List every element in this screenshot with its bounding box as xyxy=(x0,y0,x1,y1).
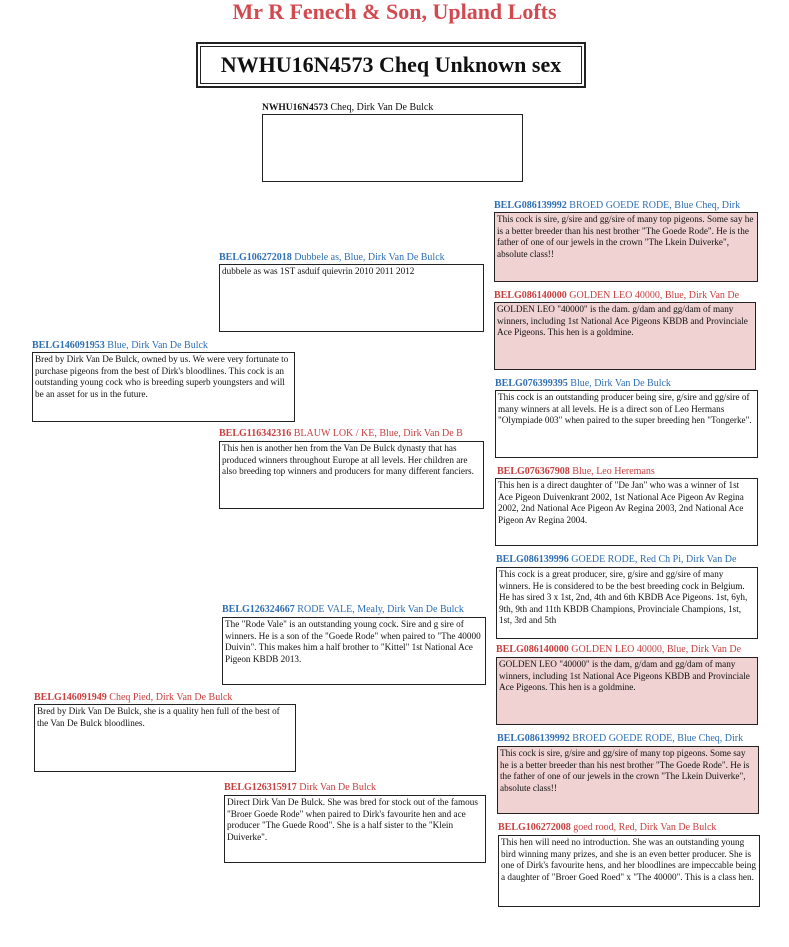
sd-dam-notes-box xyxy=(495,478,758,546)
sire-sire-breeder: Dirk Van De Bulck xyxy=(365,252,445,263)
ds-dam-notes-box xyxy=(496,657,758,725)
dam-dam-notes-box xyxy=(224,795,486,863)
dam-breeder: Dirk Van De Bulck xyxy=(153,692,233,703)
ds-sire-notes: This cock is a great producer, sire, g/sire and gg/sire of many winners. He is considered to be the best breeding cock in Belgium. He has sired 3 x 1st, 2nd, 4th and 6th KBDB Ace Pigeons. 1st, 6yh, 9th, 9th and 11th KBDB Champions, Provinciale Champions, 1st, 1st, 3rd and 5th xyxy=(499,569,748,625)
dam-dam-notes: Direct Dirk Van De Bulck. She was bred for stock out of the famous "Broer Goede Rode" when paired to Dirk's favourite hen and ace producer "The Guede Rood". She is a half sister to the "Klein Duiverke". xyxy=(227,797,478,842)
sd-dam-ring: BELG076367908 xyxy=(497,466,570,477)
subject-header xyxy=(262,102,542,114)
title-box xyxy=(196,42,586,88)
subject-notes-box xyxy=(262,114,523,182)
sire-dam-header xyxy=(219,428,493,440)
dam-notes: Bred by Dirk Van De Bulck, she is a quality hen full of the best of the Van De Bulck bloodlines. xyxy=(37,706,280,728)
ds-sire-breeder: Dirk Van De xyxy=(683,554,737,565)
ss-dam-desc: GOLDEN LEO 40000, Blue, xyxy=(566,290,687,301)
ss-dam-ring: BELG086140000 xyxy=(494,290,567,301)
sire-header xyxy=(32,340,272,352)
sire-desc: Blue, xyxy=(104,340,129,351)
dd-dam-breeder: Dirk Van De Bulck xyxy=(637,822,717,833)
sd-sire-notes-box xyxy=(495,390,758,458)
dd-sire-header xyxy=(497,733,767,745)
sire-breeder: Dirk Van De Bulck xyxy=(128,340,208,351)
ss-sire-desc: BROED GOEDE RODE, Blue Cheq, xyxy=(566,200,720,211)
sd-sire-ring: BELG076399395 xyxy=(495,378,568,389)
dd-sire-ring: BELG086139992 xyxy=(497,733,570,744)
sire-sire-header xyxy=(219,252,489,264)
ds-dam-breeder: Dirk Van De xyxy=(688,644,742,655)
sire-sire-notes-box xyxy=(219,264,484,332)
dd-dam-header xyxy=(498,822,768,834)
dd-dam-notes: This hen will need no introduction. She was an outstanding young bird winning many prizes, and she is an even better producer. She is one of Dirk's favourite hens, and her bloodlines are impeccable being a daughter of "Broer Goed Roed" x "The 40000". This is a class hen. xyxy=(501,837,756,882)
ds-sire-header xyxy=(496,554,766,566)
ss-dam-breeder: Dirk Van De xyxy=(686,290,740,301)
dam-sire-notes: The "Rode Vale" is an outstanding young cock. Sire and g sire of winners. He is a son of the "Goede Rode" when paired to "The 40000 Duivin". This makes him a half brother to "Kittel" 1st National Ace Pigeon KBDB 2013. xyxy=(225,619,481,664)
sd-sire-header xyxy=(495,378,767,390)
sd-sire-notes: This cock is an outstanding producer being sire, g/sire and gg/sire of many winners at all levels. He is a direct son of Leo Hermans "Olympiade 003" when paired to the super breeding hen "Tongerke". xyxy=(498,392,752,425)
dd-dam-notes-box xyxy=(498,835,760,907)
dam-dam-breeder: Dirk Van De Bulck xyxy=(296,782,377,793)
sire-dam-notes-box xyxy=(219,441,484,509)
ss-sire-notes: This cock is sire, g/sire and gg/sire of many top pigeons. Some say he is a better breeder than his nest brother "The Goede Rode". He is the father of one of our jewels in the crown "The Lkein Duiverke", absolute class!! xyxy=(497,214,754,259)
subject-breeder: Dirk Van De Bulck xyxy=(354,102,434,113)
sire-ring: BELG146091953 xyxy=(32,340,105,351)
dam-header xyxy=(34,692,296,704)
sire-sire-desc: Dubbele as, Blue, xyxy=(291,252,366,263)
dam-notes-box xyxy=(34,704,296,772)
sd-dam-breeder: Leo Heremans xyxy=(593,466,655,477)
sire-dam-breeder: Dirk Van De B xyxy=(400,428,463,439)
sd-sire-desc: Blue, xyxy=(567,378,592,389)
dam-sire-breeder: Dirk Van De Bulck xyxy=(384,604,464,615)
main-title: NWHU16N4573 Cheq Unknown sex xyxy=(200,46,582,84)
dam-sire-notes-box xyxy=(222,617,486,685)
dam-dam-header xyxy=(224,782,488,794)
sd-sire-breeder: Dirk Van De Bulck xyxy=(591,378,671,389)
subject-ring: NWHU16N4573 xyxy=(262,103,328,113)
sire-sire-ring: BELG106272018 xyxy=(219,252,292,263)
sire-sire-notes: dubbele as was 1ST asduif quievrin 2010 2011 2012 xyxy=(222,266,415,276)
sire-notes: Bred by Dirk Van De Bulck, owned by us. We were very fortunate to purchase pigeons from the best of Dirk's bloodlines. This cock is an outstanding young cock who is breeding superb youngsters and will be an asset for us in the future. xyxy=(35,354,289,399)
dam-desc: Cheq Pied, xyxy=(106,692,154,703)
ss-sire-breeder: Dirk xyxy=(719,200,741,211)
ds-dam-ring: BELG086140000 xyxy=(496,644,569,655)
ds-sire-ring: BELG086139996 xyxy=(496,554,569,565)
dd-sire-notes-box xyxy=(497,746,759,814)
dd-sire-desc: BROED GOEDE RODE, Blue Cheq, xyxy=(569,733,723,744)
dd-sire-notes: This cock is sire, g/sire and gg/sire of many top pigeons. Some say he is a better breeder than his nest brother "The Goede Rode". He is the father of one of our jewels in the crown "The Lkein Duiverke", absolute class!! xyxy=(500,748,750,793)
dd-dam-desc: goed rood, Red, xyxy=(570,822,638,833)
ds-sire-desc: GOEDE RODE, Red Ch Pi, xyxy=(568,554,684,565)
ss-dam-header xyxy=(494,290,766,302)
ds-dam-notes: GOLDEN LEO "40000" is the dam, g/dam and gg/dam of many winners, including 1st National Ace Pigeons KBDB and Provinciale Ace Pigeons. This hen is a goldmine. xyxy=(499,659,750,692)
loft-name: Mr R Fenech & Son, Upland Lofts xyxy=(232,0,557,24)
ds-dam-desc: GOLDEN LEO 40000, Blue, xyxy=(568,644,689,655)
sire-dam-ring: BELG116342316 xyxy=(219,428,292,439)
sd-dam-desc: Blue, xyxy=(569,466,594,477)
sire-dam-desc: BLAUW LOK / KE, Blue, xyxy=(291,428,401,439)
subject-desc: Cheq, xyxy=(327,102,355,113)
sire-dam-notes: This hen is another hen from the Van De Bulck dynasty that has produced winners throughout Europe at all levels. Her children are also breeding top winners and producers for many different fanciers. xyxy=(222,443,474,476)
ss-sire-notes-box xyxy=(494,212,758,282)
ds-sire-notes-box xyxy=(496,567,758,639)
dam-sire-desc: RODE VALE, Mealy, xyxy=(294,604,385,615)
dd-dam-ring: BELG106272008 xyxy=(498,822,571,833)
dam-sire-ring: BELG126324667 xyxy=(222,604,295,615)
dd-sire-breeder: Dirk xyxy=(722,733,744,744)
dam-ring: BELG146091949 xyxy=(34,692,107,703)
sd-dam-notes: This hen is a direct daughter of "De Jan" who was a winner of 1st Ace Pigeon Duivenkrant 2002, 1st National Ace Pigeon Av Regina 2002, 2nd National Ace Pigeon Av Regina 2003, 2nd National Ace Pigeon Av Regina 2004. xyxy=(498,480,744,525)
sire-notes-box xyxy=(32,352,295,422)
ds-dam-header xyxy=(496,644,766,656)
ss-dam-notes: GOLDEN LEO "40000" is the dam. g/dam and gg/dam of many winners, including 1st National Ace Pigeons KBDB and Provinciale Ace Pigeons. This hen is a goldmine. xyxy=(497,304,748,337)
dam-dam-ring: BELG126315917 xyxy=(224,782,297,793)
ss-dam-notes-box xyxy=(494,302,756,370)
ss-sire-header xyxy=(494,200,766,212)
sd-dam-header xyxy=(497,466,767,478)
dam-sire-header xyxy=(222,604,494,616)
ss-sire-ring: BELG086139992 xyxy=(494,200,567,211)
